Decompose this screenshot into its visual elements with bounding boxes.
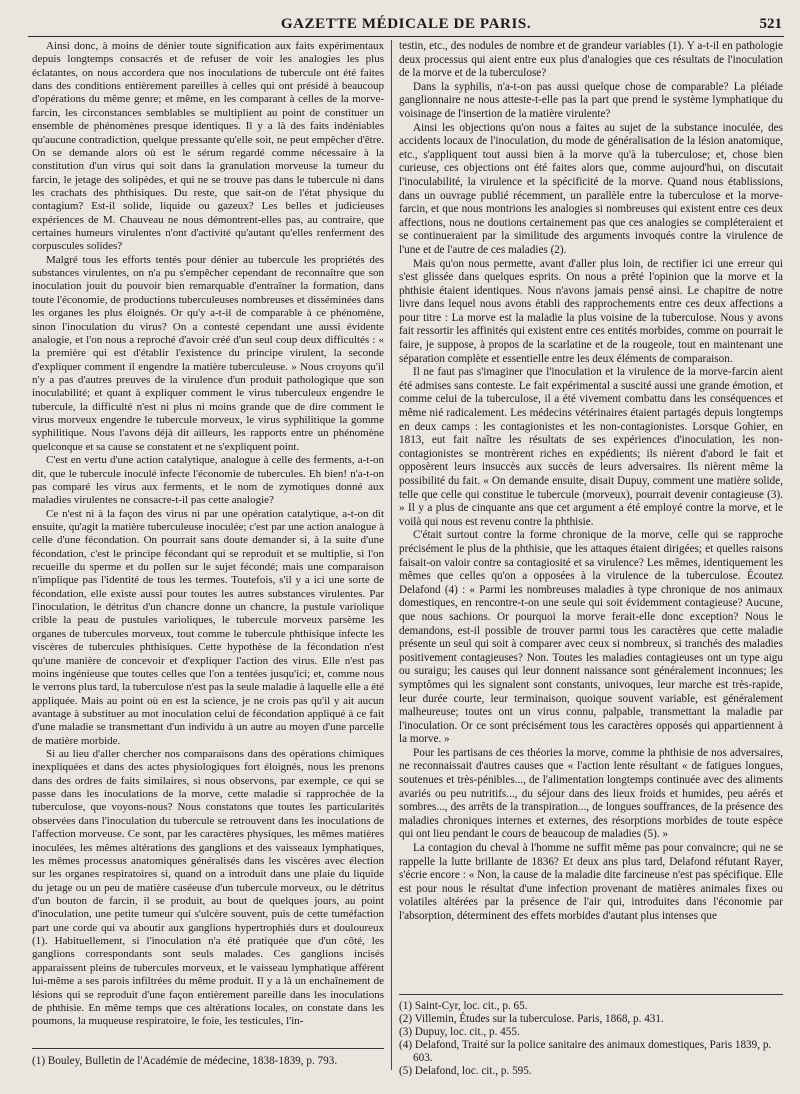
- paragraph: Dans la syphilis, n'a-t-on pas aussi quelque chose de comparable? La pléiade ganglionnaire ne nous atteste-t-elle pas la part que prend le système lymphatique du voisinage de l'insertion de la matière virulente?: [399, 80, 783, 120]
- paragraph: C'était surtout contre la forme chronique de la morve, celle qui se rapproche précisément le plus de la phthisie, que les attaques étaient dirigées; et quelles raisons faisait-on valoir contre sa contagiosité et sa virulence? Les mêmes, identiquement les mêmes que celles qu'on a opposées à la virulence de la tuberculose. Écoutez Delafond (4) : « Parmi les nombreuses maladies à type chronique de nos animaux domestiques, en rencontre-t-on une seule qui soit évidemment contagieuse? Aucune, que nous sachions. Or pourquoi la morve ferait-elle donc exception? Nous le demandons, est-il possible de trouver parmi tous les caractères que cette maladie présente un seul qui soit à comparer avec ceux si nombreux, si tranchés des maladies positivement contagieuses? Non. Toutes les maladies contagieuses ont un type aigu ou suraigu; les causes qui leur donnent naissance sont généralement inconnues; les symptômes qui les signalent sont constants, univoques, leur marche est très-rapide, leur durée courte, leur terminaison, quoique souvent variable, est généralement malheureuse; toutes ont un virus connu, palpable, transmettant la maladie par l'inoculation. Or ce sont précisément tous les caractères opposés qui appartiennent à la morve. »: [399, 529, 783, 746]
- footnote: (1) Saint-Cyr, loc. cit., p. 65.: [399, 1000, 528, 1012]
- paragraph: Si au lieu d'aller chercher nos comparaisons dans des opérations chimiques inexpliquées et dans des actes physiologiques fort éloignés, nous les prenons dans des ordres de faits similaires, si nous observons, par exemple, ce qui se passe dans les inoculations de la morve, cette maladie si rapprochée de la tuberculose, que voyons-nous? Nous constatons que toutes les particularités observées dans l'inoculation du tubercule se retrouvent dans les inoculations de l'affection morveuse. Ce sont, par les caractères physiques, les mêmes matières inoculées, les mêmes altérations des ganglions et des vaisseaux lymphatiques, les mêmes processus anatomiques généralisés dans les viscères avec élection sur les organes respiratoires si, quand on a introduit dans une plaie du liquide du jetage ou un peu de matière caséeuse d'un tubercule morveux, ou le détritus d'un bouton de farcin, il se produit, au bout de quelques jours, au point d'inoculation, une petite tumeur qui s'ulcère souvent, puis de cette tuméfaction part une corde qui va aboutir aux ganglions hypertrophiés durs et douloureux (1). Habituellement, si l'inoculation n'a été pratiquée que d'un côté, les ganglions correspondants sont seuls malades. Ces ganglions incisés apparaissent pleins de tubercules morveux, et le vaisseau lymphatique afférent lui-même a ses parois infiltrées du même produit. Il y a là un enchaînement de lésions qui se reproduit d'une façon entièrement pareille dans les inoculations de phthisie. En même temps que ces altérations locales, on constate dans les poumons, la muqueuse respiratoire, le foie, les testicules, l'in-: [32, 748, 384, 1028]
- left-column: [32, 40, 384, 1050]
- paragraph: Pour les partisans de ces théories la morve, comme la phthisie de nos adversaires, ne reconnaissait d'autres causes que « l'action lente résultant « de fatigues longues, soutenues et très-pénibles..., de l'alimentation longtemps continuée avec des aliments avariés ou peu nutritifs..., du séjour dans des lieux froids et humides, peu aérés et sombres..., des arrêts de la transpiration..., de longues souffrances, de la présence des maladies chroniques internes et externes, des résorptions morbides de toute espèce qui ont lieu pendant le cours de beaucoup de maladies (5). »: [399, 746, 783, 841]
- journal-title: GAZETTE MÉDICALE DE PARIS.: [280, 16, 532, 32]
- footnote: (2) Villemin, Études sur la tuberculose. Paris, 1868, p. 431.: [399, 1013, 664, 1025]
- paragraph: testin, etc., des nodules de nombre et de grandeur variables (1). Y a-t-il en pathologie deux processus qui aient entre eux plus d'analogies que ces résultats de l'inoculation de la morve et de la tuberculose?: [399, 40, 783, 80]
- footnote: (1) Bouley, Bulletin de l'Académie de médecine, 1838-1839, p. 793.: [32, 1055, 338, 1067]
- paragraph: Il ne faut pas s'imaginer que l'inoculation et la virulence de la morve-farcin aient été admises sans conteste. Le fait expérimental a suscité aussi une grande émotion, et comme celui de la tuberculose, il a été vivement combattu dans les conséquences et même nié radicalement. Les médecins vétérinaires étaient partagés depuis longtemps en deux camps : les contagionistes et les non-contagionistes. Lorsque Gohier, en 1813, eut fait naître les résultats de ses expériences d'inoculation, les non-contagionistes se montrèrent riches en expédients; ils nièrent d'abord le fait et opposèrent leurs insuccès aux succès de leurs adversaires. Ils nièrent même la possibilité du fait. « On demande ensuite, disait Dupuy, comment une matière solide, telle que celle qui constitue le tubercule (morveux), pourrait devenir contagieuse (3). » Il y a plus de cinquante ans que cet argument a été employé contre la morve, et le voilà qui nous est revenu contre la phthisie.: [399, 366, 783, 528]
- paragraph: La contagion du cheval à l'homme ne suffit même pas pour convaincre; qui ne se rappelle la lutte brillante de 1836? Et deux ans plus tard, Delafond réfutant Rayer, s'écrie encore : « Non, la cause de la maladie dite farcineuse n'est pas spécifique. Elle est pour nous le résultat d'une infection provenant de matières animales fixes ou volatiles altérées par la présence de l'air qui, introduites dans l'économie par l'absorption, déterminent des effets morbides d'autant plus intenses que: [399, 842, 783, 922]
- footnotes-left: [32, 1048, 384, 1068]
- footnotes-right: [399, 994, 783, 1078]
- paragraph: Ce n'est ni à la façon des virus ni par une opération catalytique, a-t-on dit ensuite, qu'agit la matière tuberculeuse inoculée; c'est par une action analogue à celle d'une fécondation. On pourrait sans doute demander si, à la suite d'une fécondation, c'est le principe fécondant qui se reproduit et se multiplie, si l'on recueille du sperme et du pollen sur le sujet fécondé; mais une comparaison n'implique pas l'identité de tous les termes. Toutefois, s'il y a ici une sorte de fécondation, elle existe aussi pour toutes les autres substances virulentes. Par l'inoculation, le détritus d'un chancre donne un chancre, la pustule variolique crible la peau de pustules varioliques, le tubercule morveux parsème les organes de tubercules morveux, tout comme le tubercule phthisique infecte les viscères de tubercules phthisiques. Cette hypothèse de la fécondation n'est qu'une manière de concevoir et d'expliquer l'action des virus. Elle n'est pas moins ingénieuse que toutes celles que l'on a tentées jusqu'ici; et, comme nous le verrons plus tard, la tuberculose n'est pas la seule maladie à laquelle elle a été appliquée. Mais au point où en est la science, je ne crois pas qu'il y ait aucun avantage à substituer au mot inoculation celui de fécondation appliqué à ce fait d'une maladie se transmettant d'un individu à un autre au moyen d'une parcelle de matière morbide.: [32, 507, 385, 747]
- paragraph: Malgré tous les efforts tentés pour dénier au tubercule les propriétés des substances virulentes, on n'a pu s'empêcher cependant de reconnaître que son inoculation jouit du pouvoir bien remarquable d'entraîner la formation, dans toute l'économie, de productions tuberculeuses nombreuses et disséminées dans les organes les plus éloignés. Or qu'y a-t-il de comparable à ce phénomène, sinon l'inoculation du virus? On a contesté cependant une aussi évidente analogie, et l'on nous a reproché d'avoir créé d'un seul coup deux difficultés : « la première qui est d'établir l'existence du principe virulent, la seconde d'expliquer comment il engendre la matière tuberculeuse. » Nous croyons qu'il n'y a pas d'autres preuves de la virulence d'un produit pathologique que son inoculabilité; et quant à expliquer comment le virus tuberculeux engendre le tubercule, la difficulté n'est ni plus ni moins grande que de dire comment le virus morveux engendre le tubercule morveux, le virus syphilitique la gomme syphilitique. Nous l'avons déjà dit ailleurs, les rapports entre un phénomène quelconque et sa cause se constatent et ne s'expliquent point.: [32, 253, 384, 453]
- paragraph: Ainsi donc, à moins de dénier toute signification aux faits expérimentaux depuis longtemps consacrés et de refuser de voir les analogies les plus éclatantes, on nous accordera que nos inoculations de tubercule ont été faites dans des conditions entièrement pareilles à celles qui ont présidé à beaucoup d'opérations du même genre; et même, en les comparant à celles de la morve-farcin, les circonstances semblables se multiplient au point de constituer un ensemble de phénomènes presque identiques. Il y a là des faits indéniables qu'aucune contradiction, quelque pressante qu'elle soit, ne peut empêcher d'être. On se demande alors où est le sérum regardé comme nécessaire à la constitution d'un virus qui soit dans la granulation morveuse la tumeur du farcin, le jetage des solipèdes, et qui ne se trouve pas dans le tubercule ni dans les crachats des phthisiques. Du reste, que sait-on de l'état physique du contagium? Est-il solide, liquide ou gazeux? Les belles et judicieuses expériences de M. Chauveau ne nous démontrent-elles pas, au contraire, que certaines humeurs virulentes n'ont d'activité qu'autant qu'elles renferment des corpuscules solides?: [32, 40, 384, 253]
- footnote: (3) Dupuy, loc. cit., p. 455.: [399, 1026, 520, 1038]
- paragraph: Mais qu'on nous permette, avant d'aller plus loin, de rectifier ici une erreur qui s'est glissée dans quelques esprits. On nous a prêté l'opinion que la morve et la phthisie étaient identiques. Nous n'avons jamais pensé ainsi. Le chapitre de notre livre dans lequel nous avons établi des rapprochements entre ces deux affections a pour titre : La morve est la maladie la plus voisine de la tuberculose. Nous y avons fait ressortir les affinités qui existent entre ces entités morbides, comme on pourrait le faire, je suppose, à propos de la scarlatine et de la rougeole, tout en maintenant une séparation complète et essentielle entre les deux éléments de comparaison.: [399, 257, 783, 365]
- footnote: (4) Delafond, Traité sur la police sanitaire des animaux domestiques, Paris 1839, p. 603.: [399, 1039, 772, 1064]
- page-header: [28, 14, 784, 37]
- paragraph: C'est en vertu d'une action catalytique, analogue à celle des ferments, a-t-on dit, que le tubercule inoculé infecte l'économie de tubercules. Eh bien! n'a-t-on pas comparé les virus aux ferments, et le nom de zymotiques donné aux maladies virulentes ne consacre-t-il pas cette analogie?: [32, 454, 384, 507]
- paragraph: Ainsi les objections qu'on nous a faites au sujet de la substance inoculée, des accidents locaux de l'inoculation, du mode de généralisation de la lésion anatomique, etc., s'appliquent tout aussi bien à la morve qu'à la tuberculose; et, chose bien curieuse, ces objections ont été faites alors que, comme aujourd'hui, on discutait l'inoculabilité, la virulence et la spécificité de la morve. Quand nous établissions, dans un ouvrage publié récemment, un parallèle entre la tuberculose et la morve-farcin, et que nous montrions les analogies si nombreuses qui existent entre ces deux affections, nous ne doutions certainement pas que ces analogies se compléteraient et se continueraient par la similitude des arguments invoqués contre la virulence de l'une et de l'autre de ces maladies (2).: [399, 121, 783, 256]
- right-column: [399, 40, 783, 1010]
- column-divider: [391, 40, 392, 1070]
- footnote: (5) Delafond, loc. cit., p. 595.: [399, 1065, 532, 1077]
- page-number: 521: [759, 16, 782, 32]
